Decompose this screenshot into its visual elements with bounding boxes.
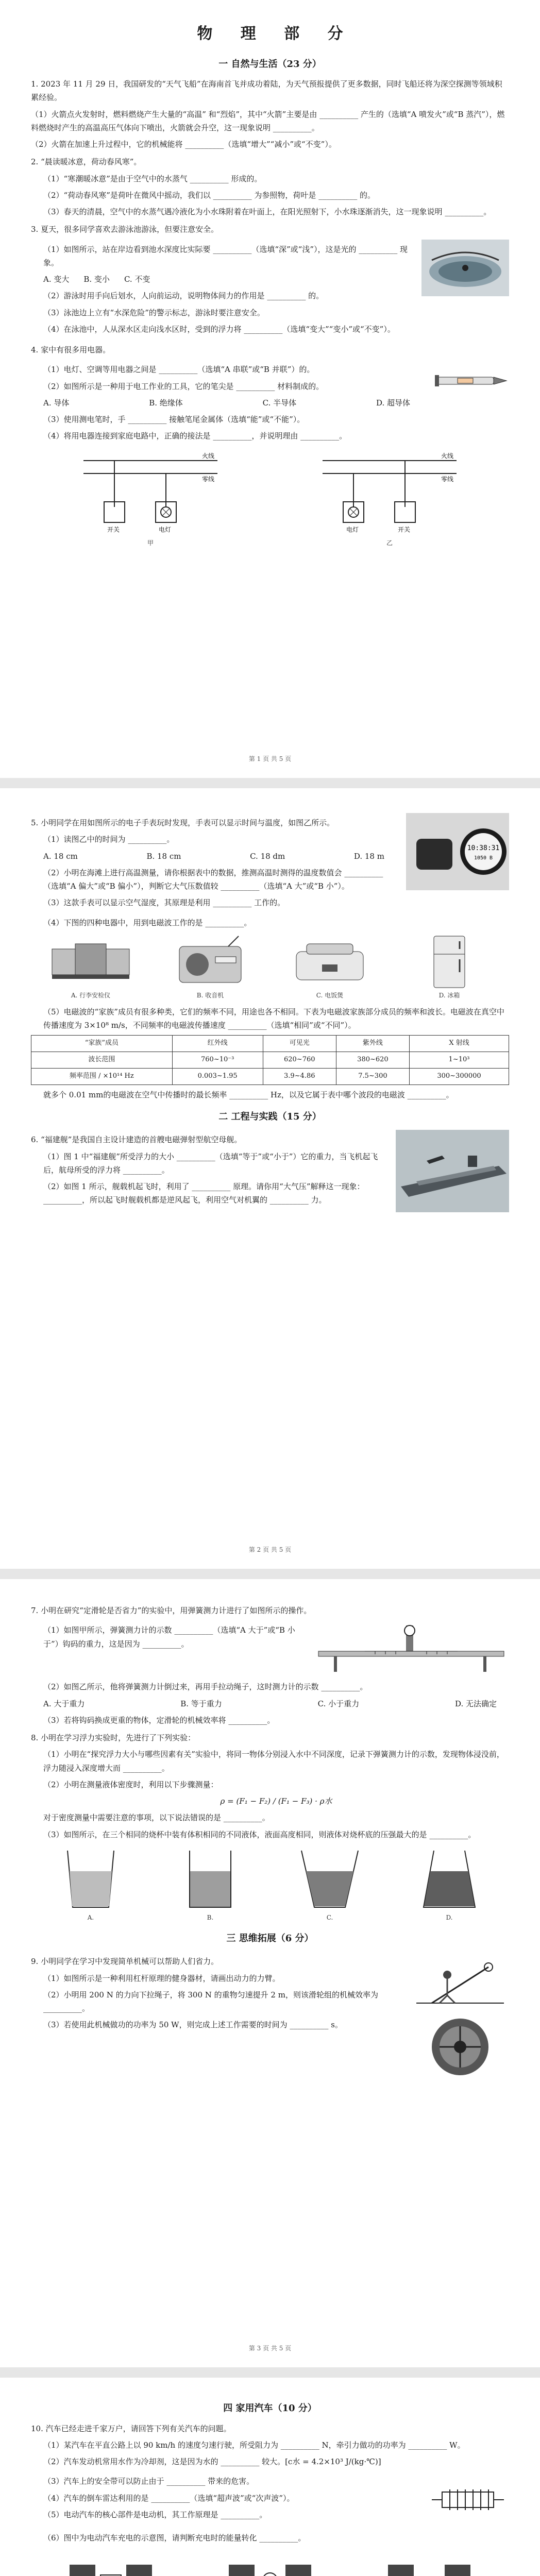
- circuit-caption-a: 甲: [147, 539, 154, 547]
- charging-figure-b: [218, 2549, 322, 2576]
- q4-stem: 4. 家中有很多用电器。: [31, 345, 111, 354]
- device-d-label: D. 冰箱: [438, 991, 460, 999]
- circuit-figure-b: [312, 450, 467, 549]
- table-cell: 760~10⁻³: [172, 1052, 263, 1069]
- q5-option-d: D. 18 m: [353, 851, 384, 861]
- lamp-label-a: 电灯: [159, 526, 172, 533]
- q4-option-a: A. 导体: [43, 398, 70, 408]
- table-cell: 波长范围: [31, 1052, 173, 1069]
- table-cell: 1~10³: [410, 1052, 509, 1069]
- beaker-a-icon: [57, 1845, 124, 1912]
- table-row: [31, 1068, 509, 1084]
- table-cell: 300~300000: [410, 1068, 509, 1084]
- q5-stem: 5. 小明同学在用如图所示的电子手表玩时发现，手表可以显示时间与温度，如图乙所示。: [31, 818, 335, 827]
- wire-label-fire-a: 火线: [202, 452, 215, 460]
- beaker-d-icon: [416, 1845, 483, 1912]
- q10-part-5: （5）电动汽车的核心部件是电动机，其工作原理是 __________。: [43, 2510, 267, 2519]
- q7-option-c: C. 小于重力: [317, 1699, 360, 1708]
- q1-stem: 1. 2023 年 11 月 29 日，我国研发的“天气飞船”在海南首飞并成功着陆，为天气预报提供了更多数据，同时飞船还将为深空探测等领域积累经验。: [31, 79, 502, 103]
- wire-label-zero-b: 零线: [441, 475, 454, 483]
- q4-part-2: （2）如图所示是一种用于电工作业的工具，它的笔尖是 __________ 材料制成的。: [43, 381, 324, 391]
- wire-label-fire-b: 火线: [441, 452, 454, 460]
- question-4: [31, 343, 509, 549]
- table-row: [31, 1052, 509, 1069]
- question-2: [31, 155, 509, 218]
- q6-stem: 6. “福建舰”是我国自主设计建造的首艘电磁弹射型航空母舰。: [31, 1135, 242, 1145]
- question-6: [31, 1130, 509, 1212]
- digital-watch-image: [406, 813, 509, 890]
- circuit-diagram-a: [73, 450, 228, 538]
- table-cell: 620~760: [263, 1052, 336, 1069]
- table-header-cell: 可见光: [263, 1036, 336, 1052]
- q8-part-4: （3）如图所示，在三个相同的烧杯中装有体积相同的不同液体，液面高度相同，则液体对烧杯底的压强最大的是 __________。: [43, 1829, 476, 1839]
- pulley-bench-diagram: [313, 1620, 509, 1677]
- q4-option-c: C. 半导体: [262, 398, 297, 408]
- q5-part-1: （1）读图乙中的时间为 __________。: [43, 835, 175, 844]
- question-1: [31, 77, 509, 151]
- page-footer-1: 第 1 页 共 5 页: [248, 755, 292, 762]
- q3-part-4: （4）在泳池中，人从深水区走向浅水区时，受到的浮力将 __________（选填“变大”“变小”或“不变”）。: [43, 324, 395, 334]
- table-header-cell: 紫外线: [336, 1036, 409, 1052]
- q1-part-2: （2）火箭在加速上升过程中，它的机械能将 __________（选填“增大”“减小”或“不变”）。: [31, 140, 336, 149]
- question-8: [31, 1731, 509, 1923]
- q5-option-b: B. 18 cm: [146, 851, 181, 861]
- pulley-bench-figure: [313, 1620, 509, 1677]
- pulley-group-figure: [411, 2013, 509, 2080]
- page-footer-2: 第 2 页 共 5 页: [248, 1546, 292, 1553]
- q5-part-5: （5）电磁波的“家族”成员有很多种类，它们的频率不同，用途也各不相同。下表为电磁波家族部分成员的频率和波长。电磁波在真空中传播速度为 3×10⁸ m/s，不同频率的电磁波传播速度 __________（选填“相同”或“不同”）。: [43, 1007, 504, 1030]
- q3-option-a: A. 变大: [43, 275, 70, 284]
- switch-label-a: 开关: [107, 526, 120, 533]
- beaker-a-label: A.: [87, 1913, 94, 1921]
- q8-part-1: （1）小明在“探究浮力大小与哪些因素有关”实验中，将同一物体分别浸入水中不同深度，记录下弹簧测力计的示数，发现物体浸没前，浮力随浸入深度增大而 __________。: [43, 1750, 504, 1773]
- aircraft-carrier-image: [396, 1130, 509, 1212]
- pulley-wheel-diagram: [411, 2013, 509, 2080]
- watch-time: 10:38:31: [467, 844, 500, 852]
- q5-part-6: 就多个 0.01 mm的电磁波在空气中传播时的最长频率 __________ Hz，以及它属于表中哪个波段的电磁波 __________。: [43, 1090, 454, 1099]
- q10-part-3: （3）汽车上的安全带可以防止由于 __________ 带来的危害。: [43, 2477, 255, 2486]
- magnet-circuit-a: [59, 2549, 162, 2576]
- q10-part-2: （2）汽车发动机常用水作为冷却剂，这是因为水的 __________ 较大。[c水 = 4.2×10³ J/(kg·℃)]: [43, 2457, 381, 2466]
- device-figures: [31, 934, 509, 1001]
- circuit-diagram-b: [312, 450, 467, 538]
- q10-part-6: （6）图中为电动汽车充电的示意图，请判断充电时的能量转化 __________。: [43, 2533, 306, 2543]
- table-cell: 0.003~1.95: [172, 1068, 263, 1084]
- density-formula: ρ = (F₁ − F₂) / (F₁ − F₃) · ρ水: [220, 1797, 332, 1806]
- coil-diagram: [427, 2471, 509, 2528]
- q4-part-3: （3）使用测电笔时，手 __________ 接触笔尾金属体（选填“能”或“不能”）。: [43, 415, 305, 424]
- q2-stem: 2. “晨读暖冰意，荷动春风寒”。: [31, 157, 142, 167]
- q8-part-2: （2）小明在测量液体密度时，利用以下步骤测量：: [43, 1780, 218, 1789]
- table-cell: 频率范围 / ×10¹⁴ Hz: [31, 1068, 173, 1084]
- beaker-c-icon: [296, 1845, 363, 1912]
- fitness-lever-diagram: [411, 1952, 509, 2008]
- q3-part-3: （3）泳池边上立有“水深危险”的警示标志，游泳时要注意安全。: [43, 308, 265, 317]
- table-header-cell: “家族”成员: [31, 1036, 173, 1052]
- section-title-3: 三 思维拓展（6 分）: [226, 1933, 314, 1944]
- q3-part-2: （2）游泳时用手向后划水，人向前运动，说明物体间力的作用是 __________ 的。: [43, 291, 324, 301]
- radio-icon: [166, 934, 254, 990]
- beaker-c-label: C.: [326, 1913, 333, 1921]
- beaker-d-label: D.: [446, 1913, 453, 1921]
- q4-option-d: D. 超导体: [376, 398, 410, 408]
- beaker-c: [296, 1845, 363, 1923]
- device-d: [406, 934, 493, 1001]
- circuit-figures: [31, 450, 509, 549]
- q7-option-a: A. 大于重力: [43, 1699, 85, 1708]
- q3-part-1: （1）如图所示，站在岸边看到池水深度比实际要 __________（选填“深”或“浅”），这是光的 __________ 现象。: [43, 244, 408, 267]
- question-5: [31, 813, 509, 1101]
- section-title-1: 一 自然与生活（23 分）: [218, 58, 322, 70]
- lamp-label-b: 电灯: [346, 526, 359, 533]
- question-9: [31, 1952, 509, 2080]
- beaker-a: [57, 1845, 124, 1923]
- wire-label-zero-a: 零线: [202, 475, 215, 483]
- refrigerator-icon: [406, 934, 493, 990]
- table-row: [31, 1036, 509, 1052]
- q9-part-1: （1）如图所示是一种利用杠杆原理的健身器材，请画出动力的力臂。: [43, 1973, 280, 1983]
- q6-part-1: （1）图 1 中“福建舰”所受浮力的大小 __________（选填“等于”或“小于”）它的重力，当飞机起飞后，航母所受的浮力将 __________。: [43, 1151, 378, 1175]
- section-title-4: 四 家用汽车（10 分）: [223, 2403, 317, 2414]
- q5-part-3: （3）这款手表可以显示空气湿度，其原理是利用 __________ 工作的。: [43, 898, 285, 908]
- circuit-figure-a: [73, 450, 228, 549]
- page-2: [0, 788, 540, 1569]
- test-pen-icon: [432, 360, 509, 401]
- q10-stem: 10. 汽车已经走进千家万户，请回答下列有关汽车的问题。: [31, 2424, 231, 2433]
- q4-part-1: （1）电灯、空调等用电器之间是 __________（选填“A 串联”或“B 并联”）的。: [43, 365, 315, 375]
- question-10: [31, 2422, 509, 2576]
- section-title-2: 二 工程与实践（15 分）: [218, 1111, 322, 1122]
- beaker-figures: [31, 1845, 509, 1923]
- security-scanner-icon: [47, 934, 134, 990]
- charging-figures: [31, 2549, 509, 2576]
- em-wave-table: [31, 1035, 509, 1084]
- q9-part-2: （2）小明用 200 N 的力向下拉绳子，将 300 N 的重物匀速提升 2 m，则该滑轮组的机械效率为 __________。: [43, 1990, 378, 2013]
- q9-part-3: （3）若使用此机械做功的功率为 50 W，则完成上述工作需要的时间为 __________ s。: [43, 2020, 343, 2030]
- page-3: [0, 1579, 540, 2367]
- device-c: [286, 934, 374, 1001]
- test-pen-figure: [432, 360, 509, 401]
- table-header-cell: X 射线: [410, 1036, 509, 1052]
- beaker-b: [177, 1845, 244, 1923]
- beaker-b-label: B.: [207, 1913, 214, 1921]
- q5-part-4: （4）下图的四种电器中，用到电磁波工作的是 __________。: [43, 918, 252, 927]
- beaker-b-icon: [177, 1845, 244, 1912]
- page-1: [0, 0, 540, 778]
- q2-part-2: （2）“荷动春风寒”是荷叶在微风中摇动，我们以 __________ 为参照物，荷叶是 __________ 的。: [43, 190, 375, 200]
- fitness-lever-figure: [411, 1952, 509, 2008]
- q8-stem: 8. 小明在学习浮力实验时，先进行了下列实验：: [31, 1733, 196, 1742]
- q2-part-1: （1）“寒潮暖冰意”是由于空气中的水蒸气 __________ 形成的。: [43, 174, 262, 183]
- magnet-circuit-c: [378, 2549, 481, 2576]
- device-c-label: C. 电饭煲: [316, 991, 344, 999]
- q5-part-2: （2）小明在海滩上进行高温测量，请你根据表中的数据，推测高温时测得的温度数值会 __________（选填“A 偏大”或“B 偏小”），判断它大气压数值较 __________（选填“A 大”或“B 小”）。: [43, 868, 383, 891]
- watch-date: 1050 B: [474, 855, 493, 861]
- q7-part-3: （3）若将钩码换成更重的物体，定滑轮的机械效率将 __________。: [43, 1715, 275, 1725]
- q7-part-1: （1）如图甲所示，弹簧测力计的示数 __________（选填“A 大于”或“B 小于”）钩码的重力，这是因为 __________。: [43, 1625, 295, 1649]
- circuit-caption-b: 乙: [386, 539, 393, 547]
- pool-photo-image: [421, 240, 509, 296]
- aircraft-carrier-figure: [396, 1130, 509, 1212]
- q3-option-b: B. 变小: [83, 275, 110, 284]
- q6-part-2: （2）如图 1 所示，舰载机起飞时，利用了 __________ 原理。请你用“大气压”解释这一现象：__________，所以起飞时舰载机都是逆风起飞，利用空气对机翼的 __________ 力。: [43, 1182, 365, 1205]
- q8-part-3: 对于密度测量中需要注意的事项，以下说法错误的是 __________。: [43, 1813, 270, 1823]
- q2-part-3: （3）春天的清晨，空气中的水蒸气遇冷液化为小水珠附着在叶面上，在阳光照射下，小水珠逐渐消失，这一现象说明 __________。: [43, 207, 492, 216]
- charging-figure-a: [59, 2549, 162, 2576]
- table-cell: 380~620: [336, 1052, 409, 1069]
- q10-part-4: （4）汽车的倒车雷达利用的是 __________（选填“超声波”或“次声波”）。: [43, 2493, 295, 2503]
- table-header-cell: 红外线: [172, 1036, 263, 1052]
- page-footer-3: 第 3 页 共 5 页: [248, 2345, 292, 2352]
- device-b: [166, 934, 254, 1001]
- q5-option-a: A. 18 cm: [43, 851, 78, 861]
- device-a-label: A. 行李安检仪: [71, 991, 111, 999]
- page-4: [0, 2378, 540, 2576]
- q9-stem: 9. 小明同学在学习中发现简单机械可以帮助人们省力。: [31, 1957, 219, 1967]
- switch-label-b: 开关: [398, 526, 411, 533]
- q5-option-c: C. 18 dm: [250, 851, 285, 861]
- swimming-pool-figure: [421, 240, 509, 296]
- q1-part-1: （1）火箭点火发射时，燃料燃烧产生大量的“高温” 和“烈焰”，其中“火箭”主要是由 __________ 产生的（选填“A 喷发火”或“B 蒸汽”），燃料燃烧时产生的高温高压气体向下喷出，火箭就会升空，这一现象说明 __________。: [31, 109, 505, 132]
- question-3: [31, 223, 509, 339]
- device-b-label: B. 收音机: [196, 991, 224, 999]
- q10-part-1: （1）某汽车在平直公路上以 90 km/h 的速度匀速行驶，所受阻力为 __________ N，牵引力做功的功率为 __________ W。: [43, 2440, 465, 2450]
- q7-option-b: B. 等于重力: [180, 1699, 222, 1708]
- table-cell: 3.9~4.86: [263, 1068, 336, 1084]
- q7-option-d: D. 无法确定: [454, 1699, 497, 1708]
- question-7: [31, 1604, 509, 1727]
- charging-figure-c: [378, 2549, 481, 2576]
- q4-part-4: （4）将用电器连接到家庭电路中，正确的接法是 __________，并说明理由 __________。: [43, 431, 347, 441]
- q7-stem: 7. 小明在研究“定滑轮是否省力”的实验中，用弹簧测力计进行了如图所示的操作。: [31, 1606, 312, 1615]
- rice-cooker-icon: [286, 934, 374, 990]
- beaker-d: [416, 1845, 483, 1923]
- document-title: 物 理 部 分: [197, 25, 355, 43]
- watch-figure: [406, 813, 509, 890]
- q3-option-c: C. 不变: [124, 275, 150, 284]
- q3-stem: 3. 夏天，很多同学喜欢去游泳池游泳，但要注意安全。: [31, 225, 219, 234]
- magnet-circuit-b: [218, 2549, 322, 2576]
- coil-figure: [427, 2471, 509, 2528]
- q7-part-2: （2）如图乙所示，他将弹簧测力计倒过来，再用手拉动绳子，这时测力计的示数 __________。: [43, 1682, 368, 1692]
- device-a: [47, 934, 134, 1001]
- q4-option-b: B. 绝缘体: [149, 398, 183, 408]
- table-cell: 7.5~300: [336, 1068, 409, 1084]
